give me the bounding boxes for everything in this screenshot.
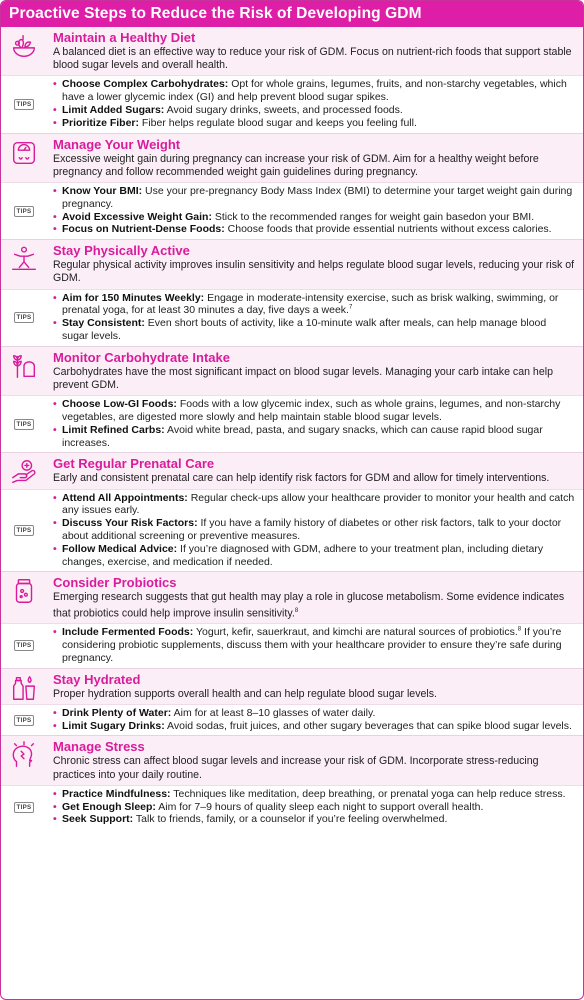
tips-block — [1, 395, 583, 452]
tip-label: Drink Plenty of Water: — [62, 706, 172, 719]
probiotics-jar-icon — [1, 572, 47, 623]
section-header — [1, 27, 583, 75]
tip-item — [53, 517, 575, 543]
tip-item — [53, 211, 575, 224]
section-5 — [1, 452, 583, 571]
tips-badge: TIPS — [14, 419, 35, 430]
tip-label: Focus on Nutrient-Dense Foods: — [62, 223, 225, 236]
tip-label: Get Enough Sleep: — [62, 800, 156, 813]
tip-text: Fiber helps regulate blood sugar and keeps you feeling full. — [139, 116, 417, 129]
tip-text-continued: If you’re considering probiotic supplements, discuss them with your healthcare provider to ensure they’re safe during pregnancy. — [62, 626, 562, 664]
section-title: Get Regular Prenatal Care — [53, 456, 215, 472]
tip-label: Aim for 150 Minutes Weekly: — [62, 291, 205, 304]
section-title: Stay Hydrated — [53, 671, 141, 687]
tip-label: Avoid Excessive Weight Gain: — [62, 210, 212, 223]
description-text: Proper hydration supports overall health and can help regulate blood sugar levels. — [53, 687, 437, 700]
tip-item — [53, 626, 575, 664]
section-title: Consider Probiotics — [53, 575, 177, 591]
tips-badge: TIPS — [14, 99, 35, 110]
tip-item — [53, 707, 575, 720]
description-text: Regular physical activity improves insulin sensitivity and helps regulate blood sugar levels, reducing your risk of GDM. — [53, 259, 575, 285]
tip-item — [53, 398, 575, 424]
section-description — [53, 46, 575, 72]
tip-label: Seek Support: — [62, 813, 134, 826]
tip-label: Practice Mindfulness: — [62, 787, 171, 800]
healthy-diet-icon — [9, 31, 39, 61]
tip-text: Avoid white bread, pasta, and sugary snacks, which can cause rapid blood sugar increases. — [62, 423, 543, 449]
tip-item — [53, 788, 575, 801]
tip-text: Opt for whole grains, legumes, fruits, and non-starchy vegetables, which have a lower glycemic index (GI) and help prevent blood sugar spikes. — [62, 78, 567, 104]
tips-label-cell — [1, 290, 47, 346]
tip-label: Prioritize Fiber: — [62, 116, 140, 129]
tip-text: Choose foods that provide essential nutrients without excess calories. — [224, 223, 552, 236]
tip-text: If you have a family history of diabetes or other risk factors, talk to your doctor about additional screening or preventive measures. — [62, 517, 562, 542]
section-1 — [1, 27, 583, 133]
stress-head-icon — [1, 736, 47, 784]
tip-label: Attend All Appointments: — [62, 491, 188, 504]
tip-label: Follow Medical Advice: — [62, 542, 178, 555]
weight-scale-icon — [1, 134, 47, 182]
tips-list — [47, 624, 583, 667]
tips-label-cell — [1, 490, 47, 572]
tips-label-cell — [1, 183, 47, 239]
section-description — [53, 755, 575, 781]
section-header — [1, 347, 583, 395]
water-bottle-icon — [1, 669, 47, 704]
citation: 7 — [348, 304, 353, 311]
description-text: A balanced diet is an effective way to reduce your risk of GDM. Focus on nutrient-rich foods that support stable blood sugar levels and overall health. — [53, 46, 572, 72]
section-header — [1, 240, 583, 288]
description-text: Excessive weight gain during pregnancy can increase your risk of GDM. Aim for a healthy weight before pregnancy and follow recommended weight gain guidelines during pregnancy. — [53, 152, 539, 178]
tip-item — [53, 185, 575, 211]
water-bottle-icon — [9, 673, 39, 703]
tip-label: Stay Consistent: — [62, 317, 145, 330]
exercise-icon — [9, 244, 39, 274]
tip-label: Limit Sugary Drinks: — [62, 719, 165, 732]
tip-text: Talk to friends, family, or a counselor if you’re feeling overwhelmed. — [133, 813, 448, 826]
tips-list — [47, 396, 583, 452]
section-title: Maintain a Healthy Diet — [53, 30, 196, 45]
weight-scale-icon — [9, 138, 39, 168]
description-text: Chronic stress can affect blood sugar levels and increase your risk of GDM. Incorporate stress-reducing practices into your daily routine. — [53, 755, 539, 781]
section-text — [47, 347, 583, 395]
citation: 8 — [294, 607, 299, 614]
tip-text: Aim for 7–9 hours of quality sleep each night to support overall health. — [155, 800, 484, 813]
section-text — [47, 27, 583, 75]
tip-text: Regular check-ups allow your healthcare provider to monitor your health and catch any issues early. — [62, 491, 575, 517]
section-description — [53, 591, 575, 620]
section-2 — [1, 133, 583, 240]
tips-block — [1, 489, 583, 572]
exercise-icon — [1, 240, 47, 288]
tips-badge: TIPS — [14, 206, 35, 217]
tip-item — [53, 492, 575, 518]
tip-label: Include Fermented Foods: — [62, 626, 194, 639]
tip-item — [53, 292, 575, 318]
tip-item — [53, 78, 575, 104]
wheat-bread-icon — [9, 351, 39, 381]
prenatal-care-icon — [9, 457, 39, 487]
section-text — [47, 736, 583, 784]
citation: 8 — [517, 626, 522, 633]
section-header — [1, 134, 583, 182]
tip-item — [53, 543, 575, 569]
tip-text: Yogurt, kefir, sauerkraut, and kimchi are natural sources of probiotics. — [193, 626, 518, 639]
tip-label: Limit Refined Carbs: — [62, 423, 165, 436]
tip-item — [53, 117, 575, 130]
tip-text: Stick to the recommended ranges for weight gain basedon your BMI. — [211, 210, 535, 223]
tips-list — [47, 76, 583, 132]
section-3 — [1, 239, 583, 346]
tips-label-cell — [1, 624, 47, 667]
section-text — [47, 669, 583, 704]
section-7 — [1, 668, 583, 736]
tips-label-cell — [1, 76, 47, 132]
tips-label-cell — [1, 396, 47, 452]
stress-head-icon — [9, 740, 39, 770]
description-text: Emerging research suggests that gut health may play a role in glucose metabolism. Some evidence indicates that probiotics could help improve insulin sensitivity. — [53, 591, 565, 620]
probiotics-jar-icon — [9, 576, 39, 606]
section-header — [1, 572, 583, 623]
tip-item — [53, 223, 575, 236]
tip-item — [53, 104, 575, 117]
tips-block — [1, 704, 583, 736]
section-header — [1, 736, 583, 784]
tips-list — [47, 183, 583, 239]
tips-badge: TIPS — [14, 312, 35, 323]
description-text: Early and consistent prenatal care can help identify risk factors for GDM and allow for timely interventions. — [53, 472, 550, 485]
tip-text: Avoid sodas, fruit juices, and other sugary beverages that can spike blood sugar levels. — [164, 719, 572, 732]
tip-label: Choose Low-GI Foods: — [62, 398, 177, 411]
tips-list — [47, 490, 583, 572]
section-header — [1, 453, 583, 488]
description-text: Carbohydrates have the most significant impact on blood sugar levels. Managing your carb intake can help prevent GDM. — [53, 365, 553, 391]
section-8 — [1, 735, 583, 829]
section-4 — [1, 346, 583, 453]
section-text — [47, 453, 583, 488]
section-text — [47, 134, 583, 182]
tips-list — [47, 786, 583, 829]
tips-badge: TIPS — [14, 715, 35, 726]
prenatal-care-icon — [1, 453, 47, 488]
section-description — [53, 259, 575, 285]
tips-list — [47, 705, 583, 736]
tips-block — [1, 289, 583, 346]
section-title: Manage Your Weight — [53, 136, 181, 152]
section-title: Stay Physically Active — [53, 243, 190, 259]
tip-text: If you’re diagnosed with GDM, adhere to your treatment plan, including dietary changes, exercise, and medication if needed. — [62, 542, 544, 568]
tips-badge: TIPS — [14, 640, 35, 651]
tips-badge: TIPS — [14, 525, 35, 536]
tips-block — [1, 75, 583, 132]
banner-title: Proactive Steps to Reduce the Risk of Developing GDM — [1, 1, 583, 27]
healthy-diet-icon — [1, 27, 47, 75]
tips-block — [1, 182, 583, 239]
tips-label-cell — [1, 705, 47, 736]
tip-label: Discuss Your Risk Factors: — [62, 517, 198, 530]
section-header — [1, 669, 583, 704]
tip-text: Foods with a low glycemic index, such as whole grains, legumes, and non-starchy vegetables, are digested more slowly and help maintain stable blood sugar levels. — [62, 398, 561, 423]
tip-item — [53, 424, 575, 450]
tip-item — [53, 813, 575, 826]
tips-block — [1, 623, 583, 667]
tips-badge: TIPS — [14, 802, 35, 813]
tip-item — [53, 801, 575, 814]
tip-text: Techniques like meditation, deep breathing, or prenatal yoga can help reduce stress. — [170, 787, 566, 800]
section-description — [53, 472, 575, 485]
tip-text: Aim for at least 8–10 glasses of water daily. — [171, 706, 376, 719]
section-description — [53, 366, 575, 392]
tips-list — [47, 290, 583, 346]
tip-text: Even short bouts of activity, like a 10-minute walk after meals, can help manage blood sugar levels. — [62, 317, 547, 342]
section-text — [47, 240, 583, 288]
section-title: Monitor Carbohydrate Intake — [53, 349, 230, 365]
section-6 — [1, 571, 583, 667]
tip-item — [53, 720, 575, 733]
tip-text: Engage in moderate-intensity exercise, such as brisk walking, swimming, or prenatal yoga, for at least 30 minutes a day, five days a week. — [62, 291, 559, 317]
wheat-bread-icon — [1, 347, 47, 395]
tip-label: Choose Complex Carbohydrates: — [62, 78, 229, 91]
tip-item — [53, 317, 575, 343]
tip-label: Limit Added Sugars: — [62, 104, 165, 116]
tip-label: Know Your BMI: — [62, 185, 143, 197]
tip-text: Avoid sugary drinks, sweets, and processed foods. — [164, 104, 403, 116]
tip-text: Use your pre-pregnancy Body Mass Index (BMI) to determine your target weight gain during pregnancy. — [62, 185, 573, 210]
section-description — [53, 153, 575, 179]
section-text — [47, 572, 583, 623]
tips-label-cell — [1, 786, 47, 829]
section-description — [53, 688, 575, 701]
tips-block — [1, 785, 583, 829]
sections-container — [1, 27, 583, 829]
section-title: Manage Stress — [53, 739, 145, 755]
